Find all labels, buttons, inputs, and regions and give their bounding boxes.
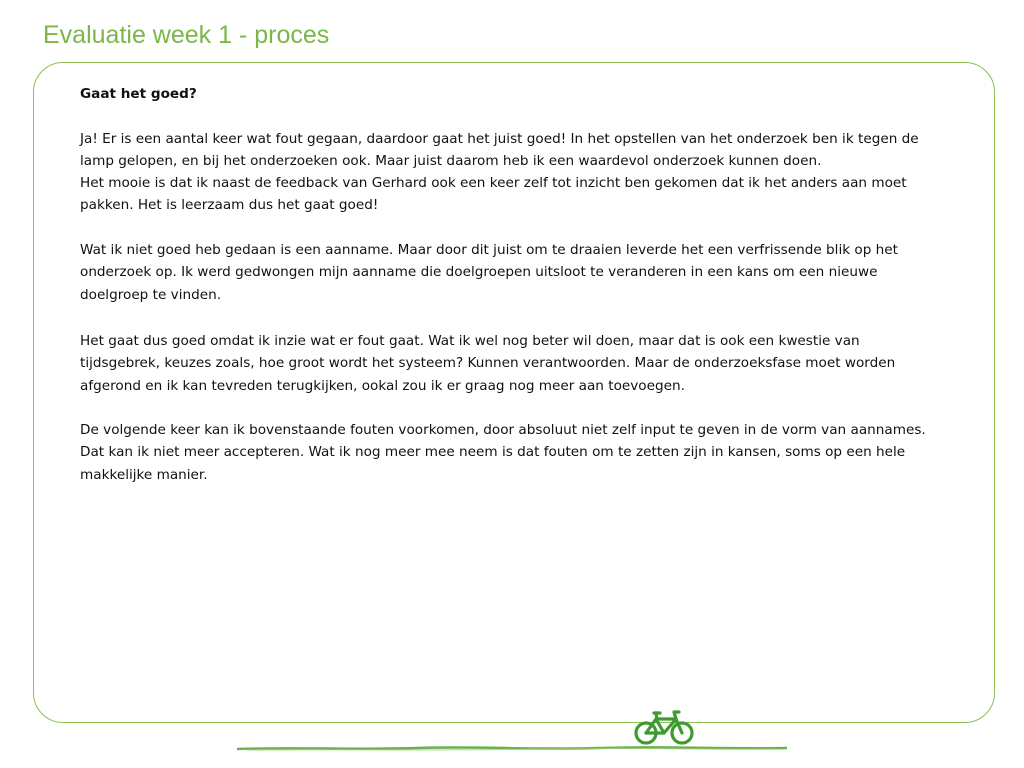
paragraph-3: Wat ik niet goed heb gedaan is een aanname. Maar door dit juist om te draaien leverde het een verfrissende blik op het onderzoek op. Ik werd gedwongen mijn aanname die doelgroepen uitsloot te veranderen in een kans om een nieuwe doelgroep te vinden.	[80, 242, 898, 303]
paragraph-5: De volgende keer kan ik bovenstaande fouten voorkomen, door absoluut niet zelf input te geven in de vorm van aannames. Dat kan ik niet meer accepteren. Wat ik nog meer mee neem is dat fouten om te zetten zijn in kansen, soms op een hele makkelijke manier.	[80, 422, 926, 483]
ground-line	[237, 744, 787, 754]
slide-title: Evaluatie week 1 - proces	[43, 21, 330, 49]
paragraph-1: Ja! Er is een aantal keer wat fout gegaan, daardoor gaat het juist goed! In het opstellen van het onderzoek ben ik tegen de lamp gelopen, en bij het onderzoeken ook. Maar juist daarom heb ik een waardevol onderzoek kunnen doen.	[80, 130, 919, 169]
paragraph-4: Het gaat dus goed omdat ik inzie wat er fout gaat. Wat ik wel nog beter wil doen, maar dat is ook een kwestie van tijdsgebrek, keuzes zoals, hoe groot wordt het systeem? Kunnen verantwoorden. Maar de onderzoeksfase moet worden afgerond en ik kan tevreden terugkijken, ookal zou ik er graag nog meer aan toevoegen.	[80, 332, 896, 394]
content-heading: Gaat het goed?	[80, 86, 197, 102]
paragraph-2: Het mooie is dat ik naast de feedback van Gerhard ook een keer zelf tot inzicht ben gekomen dat ik het anders aan moet pakken. Het is leerzaam dus het gaat goed!	[80, 175, 907, 214]
body-text	[80, 83, 940, 486]
bicycle-icon	[632, 707, 696, 747]
